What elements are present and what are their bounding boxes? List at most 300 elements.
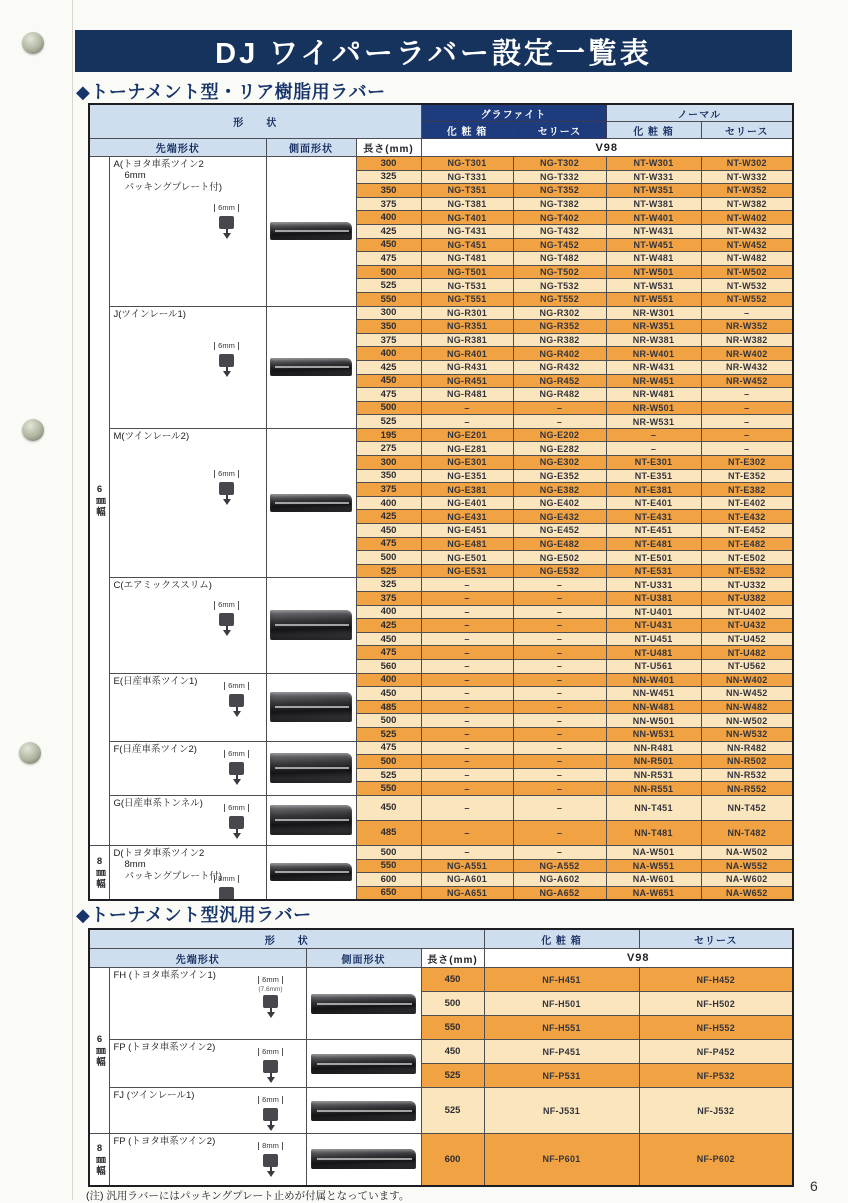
part-number-cell: NN-W451: [606, 687, 701, 701]
part-number-cell: –: [513, 401, 606, 415]
part-number-cell: NG-R351: [421, 320, 513, 334]
part-number-cell: NG-T502: [513, 265, 606, 279]
part-number-cell: NG-E481: [421, 537, 513, 551]
part-number-cell: NA-W601: [606, 873, 701, 887]
part-number-cell: –: [421, 782, 513, 796]
part-number-cell: NT-E402: [701, 496, 793, 510]
section-tip-cell: [109, 741, 266, 795]
part-number-cell: NN-W532: [701, 727, 793, 741]
length-cell: 450: [421, 968, 484, 992]
section-label: J(ツインレール1): [113, 308, 186, 320]
header-box-normal: 化 粧 箱: [606, 122, 701, 139]
part-number-cell: NT-E502: [701, 551, 793, 565]
blade-profile-photo: [270, 805, 352, 835]
section-tip-cell: [109, 968, 306, 1040]
part-number-cell: –: [513, 782, 606, 796]
tip-shape-icon: 8mm: [204, 868, 250, 900]
part-number-cell: NN-R501: [606, 755, 701, 769]
header-series-graphite: セリース: [513, 122, 606, 139]
length-cell: 450: [356, 524, 421, 538]
length-cell: 425: [356, 619, 421, 633]
part-number-cell: NT-U381: [606, 592, 701, 606]
part-number-cell: NT-W501: [606, 265, 701, 279]
header-length: 長さ(mm): [356, 139, 421, 157]
part-number-cell: –: [421, 659, 513, 673]
rear-resin-rubber-table: [88, 103, 794, 901]
part-number-cell: –: [701, 401, 793, 415]
part-number-cell: NR-W381: [606, 333, 701, 347]
length-cell: 400: [356, 211, 421, 225]
header-tip-shape: 先端形状: [89, 139, 266, 157]
part-number-cell: NN-R531: [606, 768, 701, 782]
part-number-cell: –: [513, 845, 606, 859]
section-label: M(ツインレール2): [113, 430, 190, 442]
length-cell: 550: [356, 782, 421, 796]
part-number-cell: –: [513, 820, 606, 845]
header-model-v98: V98: [484, 949, 793, 968]
section-tip-cell: [109, 1088, 306, 1134]
length-cell: 400: [356, 605, 421, 619]
length-cell: 350: [356, 184, 421, 198]
length-cell: 350: [356, 469, 421, 483]
part-number-cell: NF-P602: [639, 1134, 793, 1186]
part-number-cell: NN-T452: [701, 795, 793, 820]
length-cell: 485: [356, 820, 421, 845]
table-row: [89, 1040, 793, 1064]
part-number-cell: –: [701, 442, 793, 456]
part-number-cell: NG-E202: [513, 428, 606, 442]
part-number-cell: NT-W502: [701, 265, 793, 279]
section-label: FP (トヨタ車系ツイン2): [113, 1042, 216, 1053]
section-label: FJ (ツインレール1): [113, 1090, 195, 1101]
tip-shape-icon: 8mm: [248, 1135, 294, 1177]
blade-profile-photo: [270, 692, 352, 722]
part-number-cell: –: [421, 795, 513, 820]
tip-shape-icon: 6mm: [214, 675, 260, 717]
part-number-cell: NT-E381: [606, 483, 701, 497]
part-number-cell: NG-T501: [421, 265, 513, 279]
part-number-cell: NN-W481: [606, 700, 701, 714]
part-number-cell: NG-T302: [513, 157, 606, 171]
part-number-cell: NT-W431: [606, 224, 701, 238]
part-number-cell: NA-W552: [701, 859, 793, 873]
table-row: [89, 741, 793, 755]
part-number-cell: NG-T401: [421, 211, 513, 225]
section-label: FP (トヨタ車系ツイン2): [113, 1136, 216, 1147]
part-number-cell: –: [421, 592, 513, 606]
section-label: F(日産車系ツイン2): [113, 743, 197, 755]
header-series: セリース: [639, 929, 793, 949]
part-number-cell: NN-R552: [701, 782, 793, 796]
part-number-cell: NG-E432: [513, 510, 606, 524]
length-cell: 300: [356, 306, 421, 320]
part-number-cell: NG-T331: [421, 170, 513, 184]
width-group-label: 8㎜幅: [89, 845, 109, 899]
part-number-cell: NF-P601: [484, 1134, 639, 1186]
part-number-cell: NG-R432: [513, 360, 606, 374]
length-cell: 450: [356, 632, 421, 646]
table-row: [89, 968, 793, 992]
part-number-cell: NN-R532: [701, 768, 793, 782]
part-number-cell: NG-R382: [513, 333, 606, 347]
part-number-cell: NT-W482: [701, 252, 793, 266]
part-number-cell: NF-H452: [639, 968, 793, 992]
part-number-cell: NG-T551: [421, 292, 513, 306]
part-number-cell: NG-T532: [513, 279, 606, 293]
part-number-cell: NN-W452: [701, 687, 793, 701]
part-number-cell: NG-E281: [421, 442, 513, 456]
side-shape-cell: [266, 741, 356, 795]
table-row: [89, 157, 793, 171]
length-cell: 600: [421, 1134, 484, 1186]
part-number-cell: –: [513, 673, 606, 687]
part-number-cell: NG-T531: [421, 279, 513, 293]
side-shape-cell: [266, 578, 356, 673]
part-number-cell: –: [421, 673, 513, 687]
part-number-cell: NG-R381: [421, 333, 513, 347]
section-heading-rear-resin-rubber: ◆トーナメント型・リア樹脂用ラバー: [76, 82, 386, 102]
part-number-cell: NR-W382: [701, 333, 793, 347]
part-number-cell: NG-A551: [421, 859, 513, 873]
part-number-cell: NG-T481: [421, 252, 513, 266]
part-number-cell: NT-W551: [606, 292, 701, 306]
part-number-cell: NG-T432: [513, 224, 606, 238]
header-tip-shape: 先端形状: [89, 949, 306, 968]
length-cell: 375: [356, 592, 421, 606]
part-number-cell: NT-E401: [606, 496, 701, 510]
part-number-cell: –: [606, 428, 701, 442]
part-number-cell: NG-E382: [513, 483, 606, 497]
section-tip-cell: [109, 428, 266, 578]
part-number-cell: NG-R352: [513, 320, 606, 334]
part-number-cell: NG-T552: [513, 292, 606, 306]
section-heading-general-rubber: ◆トーナメント型汎用ラバー: [76, 905, 312, 925]
part-number-cell: NT-E301: [606, 456, 701, 470]
part-number-cell: NN-T451: [606, 795, 701, 820]
length-cell: 525: [356, 279, 421, 293]
part-number-cell: NG-E501: [421, 551, 513, 565]
side-shape-cell: [266, 673, 356, 741]
table-row: [89, 1088, 793, 1134]
part-number-cell: –: [421, 632, 513, 646]
length-cell: 475: [356, 252, 421, 266]
tip-shape-icon: 6mm: [204, 197, 250, 239]
header-shape: 形 状: [89, 104, 421, 139]
width-group-label: 8㎜幅: [89, 1134, 109, 1186]
part-number-cell: NR-W402: [701, 347, 793, 361]
part-number-cell: –: [513, 605, 606, 619]
length-cell: 325: [356, 170, 421, 184]
part-number-cell: NG-E282: [513, 442, 606, 456]
blade-profile-photo: [270, 610, 352, 640]
part-number-cell: –: [513, 619, 606, 633]
part-number-cell: NT-W382: [701, 197, 793, 211]
part-number-cell: NT-E431: [606, 510, 701, 524]
length-cell: 550: [421, 1016, 484, 1040]
tip-shape-icon: 6mm: [248, 1089, 294, 1131]
blade-profile-photo: [270, 358, 352, 376]
length-cell: 450: [356, 374, 421, 388]
part-number-cell: NT-E352: [701, 469, 793, 483]
part-number-cell: –: [421, 646, 513, 660]
part-number-cell: NG-T382: [513, 197, 606, 211]
part-number-cell: –: [513, 700, 606, 714]
part-number-cell: NG-E302: [513, 456, 606, 470]
part-number-cell: NT-W451: [606, 238, 701, 252]
part-number-cell: NG-R451: [421, 374, 513, 388]
section-label: FH (トヨタ車系ツイン1): [113, 970, 216, 981]
part-number-cell: NT-U332: [701, 578, 793, 592]
length-cell: 525: [356, 768, 421, 782]
part-number-cell: NG-E351: [421, 469, 513, 483]
part-number-cell: NA-W502: [701, 845, 793, 859]
section-tip-cell: [109, 1134, 306, 1186]
width-group-label: 6㎜幅: [89, 968, 109, 1134]
part-number-cell: –: [701, 306, 793, 320]
header-graphite: グラファイト: [421, 104, 606, 122]
part-number-cell: NR-W351: [606, 320, 701, 334]
part-number-cell: NG-T332: [513, 170, 606, 184]
part-number-cell: –: [513, 646, 606, 660]
table-row: [89, 1134, 793, 1186]
part-number-cell: NF-H552: [639, 1016, 793, 1040]
blade-profile-photo: [311, 1149, 416, 1169]
part-number-cell: NG-T351: [421, 184, 513, 198]
part-number-cell: NT-U431: [606, 619, 701, 633]
blade-profile-photo: [311, 1054, 416, 1074]
section-tip-cell: [109, 1040, 306, 1088]
length-cell: 450: [421, 1040, 484, 1064]
part-number-cell: –: [513, 795, 606, 820]
part-number-cell: NT-W401: [606, 211, 701, 225]
part-number-cell: NN-R551: [606, 782, 701, 796]
section-tip-cell: [109, 157, 266, 307]
part-number-cell: NR-W432: [701, 360, 793, 374]
header-side-shape: 側面形状: [306, 949, 421, 968]
length-cell: 275: [356, 442, 421, 456]
length-cell: 475: [356, 646, 421, 660]
length-cell: 475: [356, 537, 421, 551]
part-number-cell: NT-W332: [701, 170, 793, 184]
part-number-cell: NG-E402: [513, 496, 606, 510]
table-row: [89, 578, 793, 592]
part-number-cell: NG-E431: [421, 510, 513, 524]
length-cell: 425: [356, 510, 421, 524]
table-row: [89, 795, 793, 820]
section-label: D(トヨタ車系ツイン2 8mm パッキングプレート付): [113, 847, 222, 882]
length-cell: 375: [356, 197, 421, 211]
part-number-cell: NT-E482: [701, 537, 793, 551]
page-title: DJ ワイパーラバー設定一覧表: [75, 30, 792, 72]
part-number-cell: NT-W481: [606, 252, 701, 266]
part-number-cell: NT-U402: [701, 605, 793, 619]
part-number-cell: NG-R301: [421, 306, 513, 320]
part-number-cell: NR-W531: [606, 415, 701, 429]
table-row: [89, 673, 793, 687]
section-tip-cell: [109, 673, 266, 741]
part-number-cell: NG-E452: [513, 524, 606, 538]
binder-hole: [22, 419, 44, 441]
part-number-cell: NT-W531: [606, 279, 701, 293]
section-label: A(トヨタ車系ツイン2 6mm パッキングプレート付): [113, 159, 222, 193]
side-shape-cell: [266, 157, 356, 307]
length-cell: 500: [356, 845, 421, 859]
length-cell: 500: [356, 755, 421, 769]
part-number-cell: NT-W351: [606, 184, 701, 198]
part-number-cell: NT-E451: [606, 524, 701, 538]
header-series-normal: セリース: [701, 122, 793, 139]
side-shape-cell: [306, 1134, 421, 1186]
part-number-cell: NG-T402: [513, 211, 606, 225]
part-number-cell: NT-E351: [606, 469, 701, 483]
width-group-label: 6㎜幅: [89, 157, 109, 846]
part-number-cell: –: [421, 605, 513, 619]
part-number-cell: –: [513, 632, 606, 646]
length-cell: 550: [356, 292, 421, 306]
part-number-cell: NG-T452: [513, 238, 606, 252]
part-number-cell: NT-U382: [701, 592, 793, 606]
length-cell: 525: [356, 564, 421, 578]
part-number-cell: NG-R302: [513, 306, 606, 320]
table-row: [89, 845, 793, 859]
part-number-cell: –: [513, 687, 606, 701]
blade-profile-photo: [311, 1101, 416, 1121]
length-cell: 500: [356, 714, 421, 728]
header-model-v98: V98: [421, 139, 793, 157]
part-number-cell: –: [513, 592, 606, 606]
length-cell: 425: [356, 224, 421, 238]
part-number-cell: –: [421, 415, 513, 429]
section-tip-cell: [109, 578, 266, 673]
part-number-cell: NG-A602: [513, 873, 606, 887]
page-edge-line: [72, 0, 73, 1200]
part-number-cell: NT-E432: [701, 510, 793, 524]
header-side-shape: 側面形状: [266, 139, 356, 157]
general-rubber-table: [88, 928, 794, 1187]
part-number-cell: NN-W501: [606, 714, 701, 728]
page-number: 6: [810, 1178, 818, 1194]
part-number-cell: NG-A651: [421, 886, 513, 900]
part-number-cell: NT-W552: [701, 292, 793, 306]
part-number-cell: NG-E381: [421, 483, 513, 497]
part-number-cell: –: [513, 415, 606, 429]
part-number-cell: NT-E501: [606, 551, 701, 565]
part-number-cell: –: [421, 845, 513, 859]
part-number-cell: NR-W481: [606, 388, 701, 402]
side-shape-cell: [266, 428, 356, 578]
part-number-cell: NT-E382: [701, 483, 793, 497]
part-number-cell: NF-H551: [484, 1016, 639, 1040]
section-tip-cell: [109, 306, 266, 428]
part-number-cell: NT-E481: [606, 537, 701, 551]
part-number-cell: NG-T381: [421, 197, 513, 211]
part-number-cell: NG-T352: [513, 184, 606, 198]
part-number-cell: NG-R402: [513, 347, 606, 361]
length-cell: 375: [356, 483, 421, 497]
part-number-cell: NG-R452: [513, 374, 606, 388]
part-number-cell: –: [421, 714, 513, 728]
part-number-cell: NG-E531: [421, 564, 513, 578]
header-length: 長さ(mm): [421, 949, 484, 968]
part-number-cell: NT-W402: [701, 211, 793, 225]
part-number-cell: –: [513, 768, 606, 782]
length-cell: 350: [356, 320, 421, 334]
side-shape-cell: [266, 845, 356, 899]
part-number-cell: NT-E302: [701, 456, 793, 470]
part-number-cell: NN-W401: [606, 673, 701, 687]
length-cell: 500: [421, 992, 484, 1016]
part-number-cell: NG-E482: [513, 537, 606, 551]
part-number-cell: NT-W301: [606, 157, 701, 171]
part-number-cell: NT-E531: [606, 564, 701, 578]
part-number-cell: NR-W301: [606, 306, 701, 320]
part-number-cell: NF-P451: [484, 1040, 639, 1064]
length-cell: 450: [356, 795, 421, 820]
header-normal: ノーマル: [606, 104, 793, 122]
blade-profile-photo: [311, 994, 416, 1014]
part-number-cell: –: [513, 741, 606, 755]
part-number-cell: NN-T482: [701, 820, 793, 845]
length-cell: 525: [356, 415, 421, 429]
length-cell: 525: [356, 727, 421, 741]
part-number-cell: –: [513, 578, 606, 592]
length-cell: 475: [356, 741, 421, 755]
section-tip-cell: [109, 795, 266, 845]
part-number-cell: NT-W302: [701, 157, 793, 171]
part-number-cell: NT-W532: [701, 279, 793, 293]
length-cell: 500: [356, 551, 421, 565]
part-number-cell: NG-E401: [421, 496, 513, 510]
part-number-cell: NT-E532: [701, 564, 793, 578]
length-cell: 300: [356, 157, 421, 171]
part-number-cell: NF-H451: [484, 968, 639, 992]
length-cell: 550: [356, 859, 421, 873]
part-number-cell: NT-U562: [701, 659, 793, 673]
part-number-cell: NT-U481: [606, 646, 701, 660]
part-number-cell: –: [513, 659, 606, 673]
part-number-cell: –: [421, 700, 513, 714]
part-number-cell: NT-E452: [701, 524, 793, 538]
length-cell: 325: [356, 578, 421, 592]
part-number-cell: –: [421, 687, 513, 701]
part-number-cell: NT-U451: [606, 632, 701, 646]
part-number-cell: NG-R431: [421, 360, 513, 374]
part-number-cell: NT-U331: [606, 578, 701, 592]
table-row: [89, 428, 793, 442]
part-number-cell: NT-U452: [701, 632, 793, 646]
part-number-cell: NN-W502: [701, 714, 793, 728]
length-cell: 525: [421, 1088, 484, 1134]
part-number-cell: NG-A552: [513, 859, 606, 873]
length-cell: 650: [356, 886, 421, 900]
blade-profile-photo: [270, 222, 352, 240]
part-number-cell: NF-P452: [639, 1040, 793, 1064]
part-number-cell: NF-J531: [484, 1088, 639, 1134]
tip-shape-icon: 6mm: [204, 463, 250, 505]
part-number-cell: NG-E201: [421, 428, 513, 442]
blade-profile-photo: [270, 494, 352, 512]
part-number-cell: –: [421, 741, 513, 755]
blade-profile-photo: [270, 753, 352, 783]
part-number-cell: NA-W602: [701, 873, 793, 887]
part-number-cell: –: [421, 619, 513, 633]
part-number-cell: NN-W482: [701, 700, 793, 714]
part-number-cell: –: [606, 442, 701, 456]
part-number-cell: NG-R401: [421, 347, 513, 361]
rear-resin-rubber-rows: [89, 157, 793, 900]
header-box: 化 粧 箱: [484, 929, 639, 949]
part-number-cell: NN-T481: [606, 820, 701, 845]
